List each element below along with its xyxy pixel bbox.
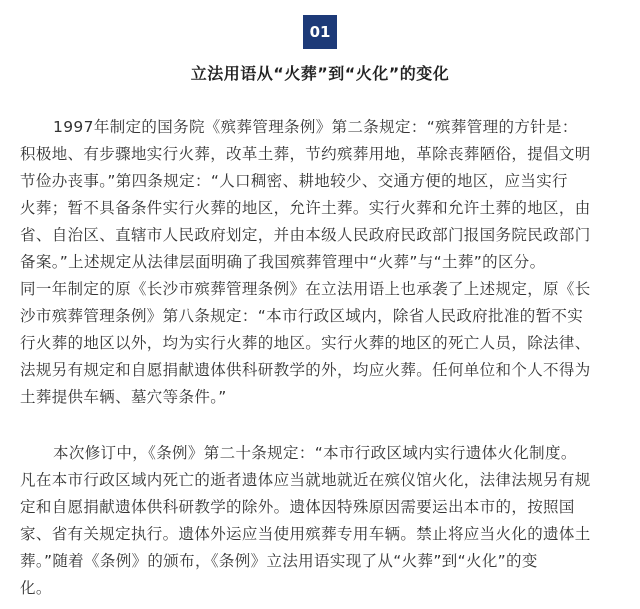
paragraph-line: 积极地、有步骤地实行火葬，改革土葬，节约殡葬用地，革除丧葬陋俗，提倡文明 <box>20 145 591 163</box>
body-paragraph-1 <box>20 114 630 411</box>
paragraph-line: 本次修订中，《条例》第二十条规定：“本市行政区域内实行遗体火化制度。 <box>53 444 577 462</box>
body-paragraph-2 <box>20 440 630 602</box>
paragraph-line: 化。 <box>20 579 52 597</box>
paragraph-line: 火葬；暂不具备条件实行火葬的地区，允许土葬。实行火葬和允许土葬的地区，由 <box>20 199 591 217</box>
paragraph-line: 同一年制定的原《长沙市殡葬管理条例》在立法用语上也承袭了上述规定，原《长 <box>20 280 591 298</box>
paragraph-line: 节俭办丧事。”第四条规定：“人口稠密、耕地较少、交通方便的地区，应当实行 <box>20 172 568 190</box>
section-number-badge: 01 <box>303 15 337 49</box>
paragraph-line: 1997年制定的国务院《殡葬管理条例》第二条规定：“殡葬管理的方针是： <box>53 118 578 136</box>
section-title: 立法用语从“火葬”到“火化”的变化 <box>190 64 450 83</box>
paragraph-line: 沙市殡葬管理条例》第八条规定：“本市行政区域内，除省人民政府批准的暂不实 <box>20 307 584 325</box>
paragraph-line: 土葬提供车辆、墓穴等条件。” <box>20 388 227 406</box>
paragraph-line: 家、省有关规定执行。遗体外运应当使用殡葬专用车辆。禁止将应当火化的遗体土 <box>20 525 591 543</box>
paragraph-line: 省、自治区、直辖市人民政府划定，并由本级人民政府民政部门报国务院民政部门 <box>20 226 591 244</box>
paragraph-line: 备案。”上述规定从法律层面明确了我国殡葬管理中“火葬”与“土葬”的区分。 <box>20 253 546 271</box>
paragraph-line: 行火葬的地区以外，均为实行火葬的地区。实行火葬的地区的死亡人员，除法律、 <box>20 334 591 352</box>
paragraph-line: 葬。”随着《条例》的颁布，《条例》立法用语实现了从“火葬”到“火化”的变 <box>20 552 538 570</box>
paragraph-line: 法规另有规定和自愿捐献遗体供科研教学的外，均应火葬。任何单位和个人不得为 <box>20 361 591 379</box>
paragraph-line: 定和自愿捐献遗体供科研教学的除外。遗体因特殊原因需要运出本市的，按照国 <box>20 498 575 516</box>
paragraph-line: 凡在本市行政区域内死亡的逝者遗体应当就地就近在殡仪馆火化，法律法规另有规 <box>20 471 591 489</box>
section-badge-wrapper <box>0 15 640 49</box>
